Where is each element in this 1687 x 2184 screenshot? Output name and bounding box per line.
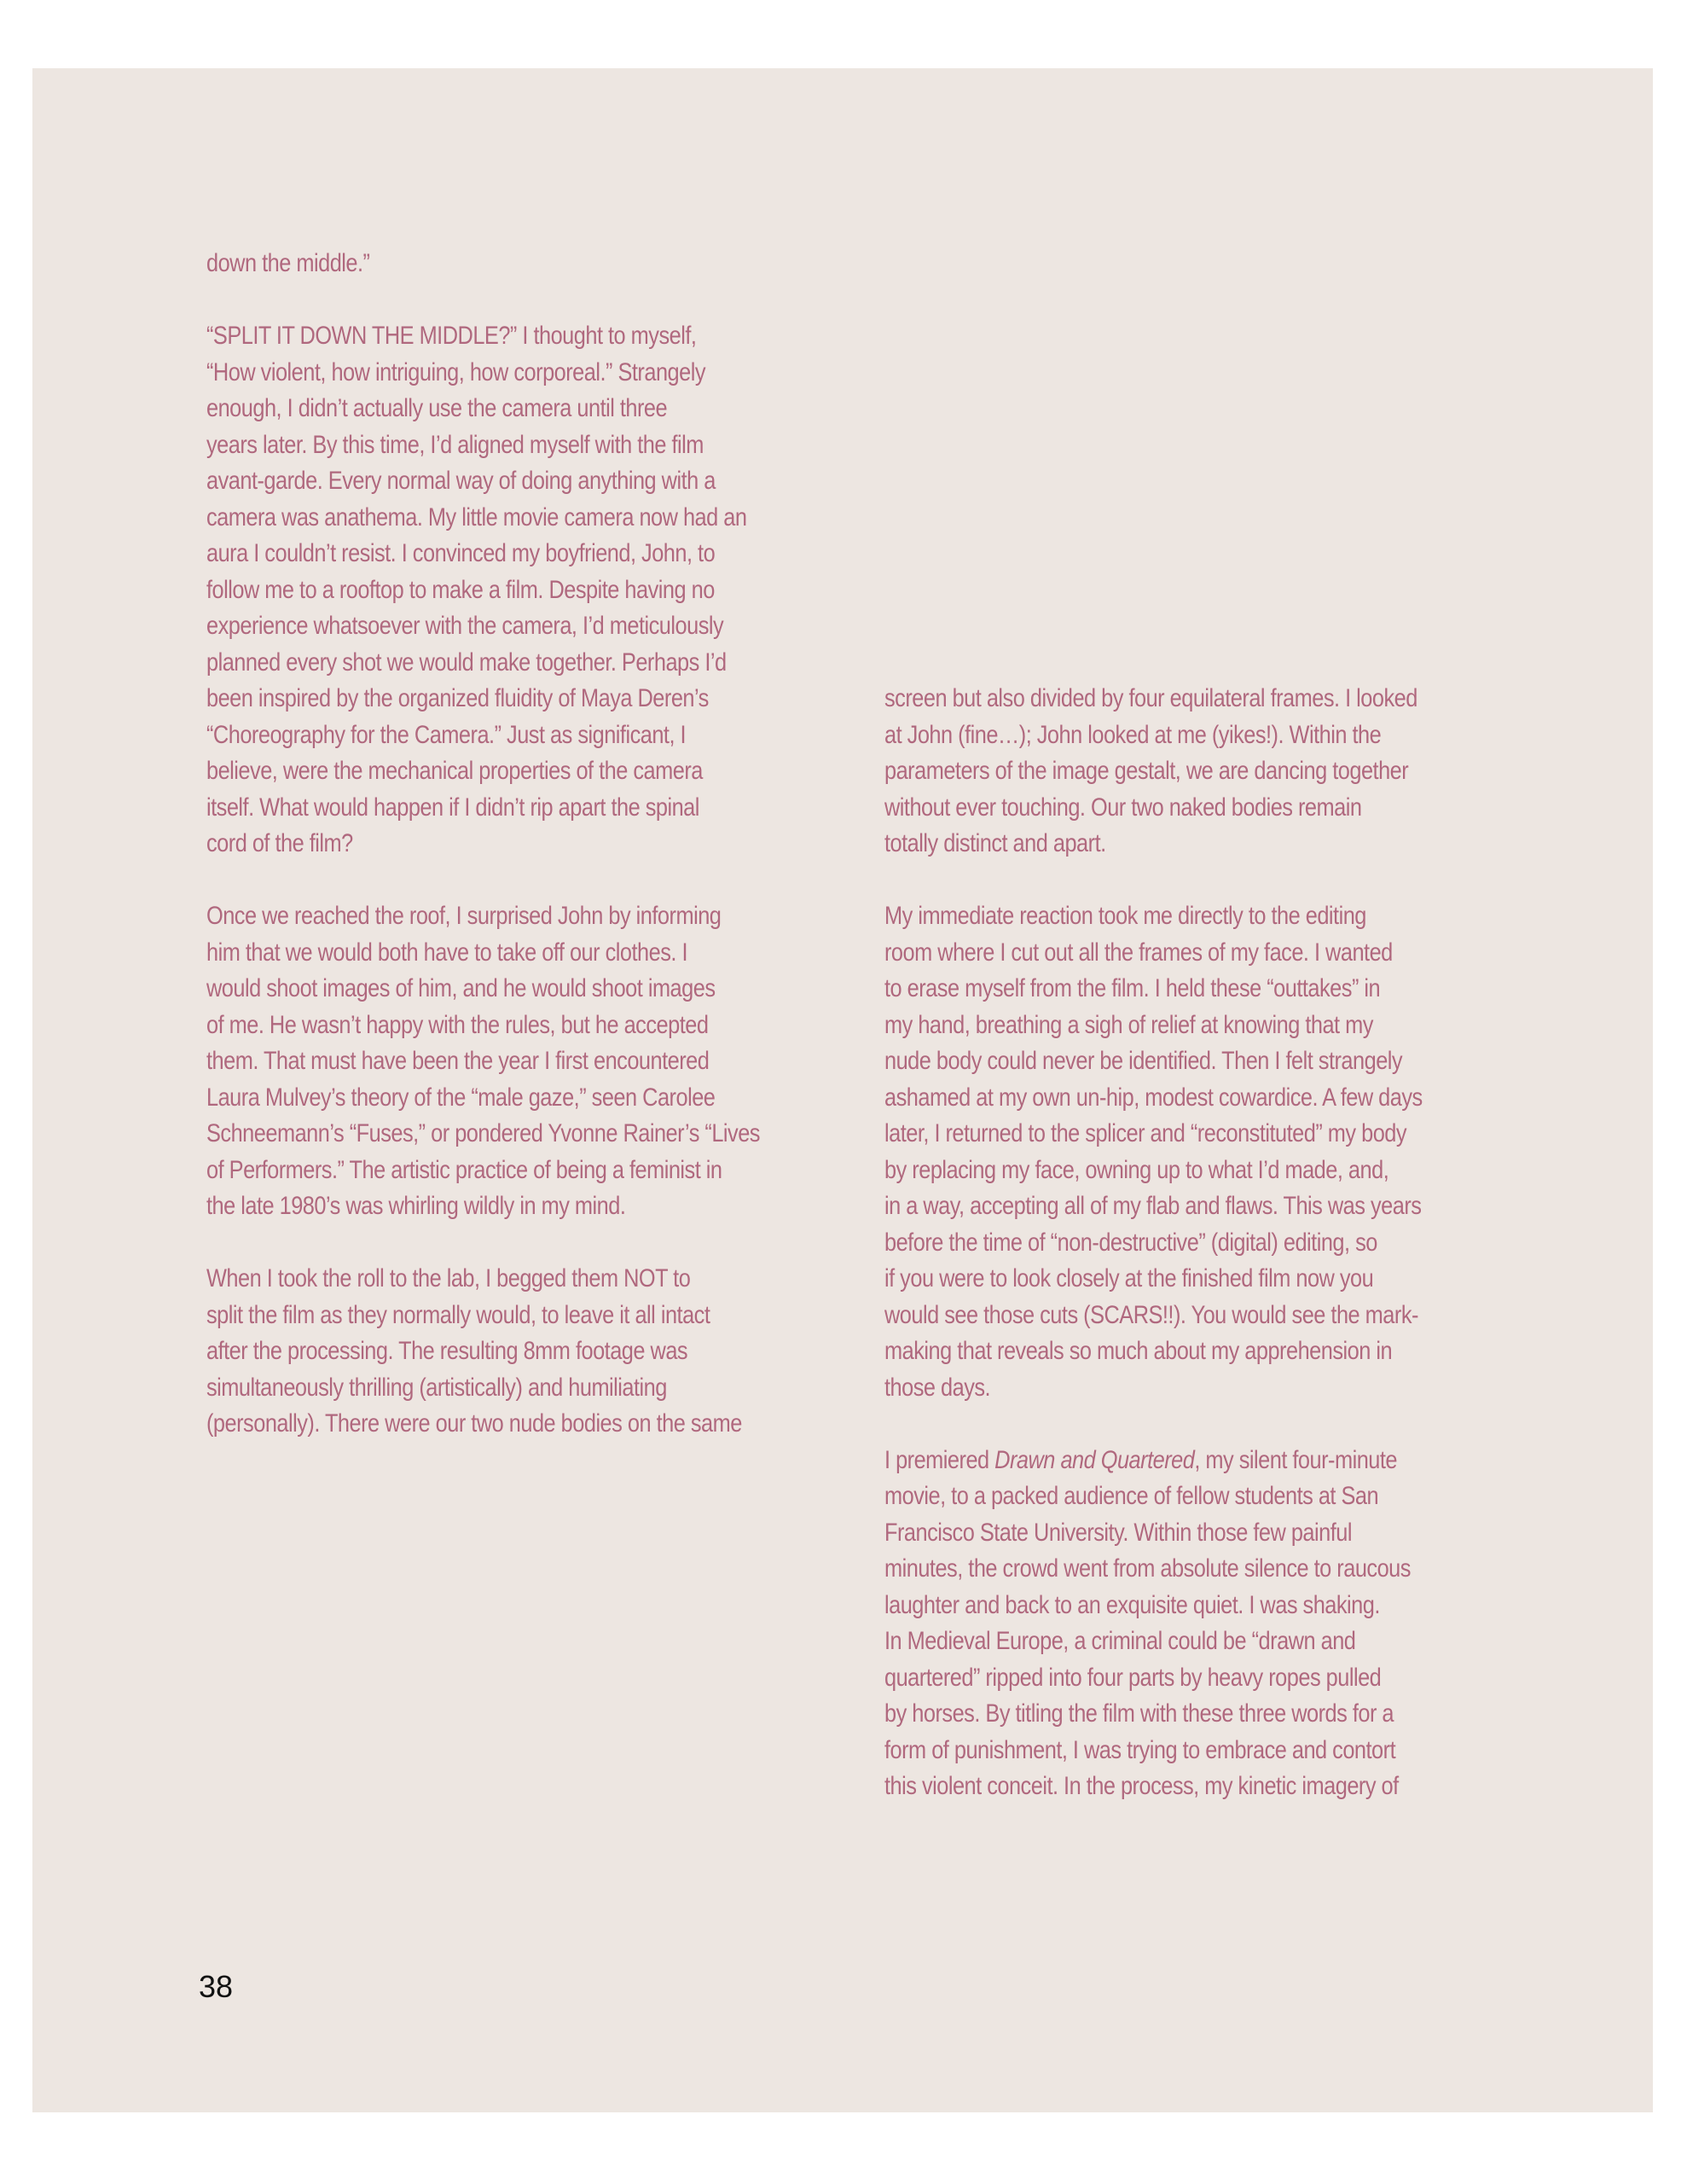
text-line: itself. What would happen if I didn’t rip apart the spinal [206,793,699,822]
paragraph [206,1261,822,1443]
text-line: (personally). There were our two nude bodies on the same [206,1409,742,1438]
text-line: planned every shot we would make together. Perhaps I’d [206,648,727,677]
text-line: my hand, breathing a sigh of relief at knowing that my [884,1010,1373,1039]
text-line: if you were to look closely at the finished film now you [884,1264,1374,1292]
text-line: by horses. By titling the film with these three words for a [884,1699,1394,1728]
text-line: this violent conceit. In the process, my kinetic imagery of [884,1772,1399,1800]
text-line: quartered” ripped into four parts by heavy ropes pulled [884,1663,1382,1692]
left-text-column [206,246,822,1478]
text-line: of me. He wasn’t happy with the rules, but he accepted [206,1010,709,1039]
text-line: years later. By this time, I’d aligned myself with the film [206,430,704,459]
text-line: ashamed at my own un-hip, modest cowardice. A few days [884,1083,1423,1112]
text-line: screen but also divided by four equilateral frames. I looked [884,684,1417,712]
text-line: In Medieval Europe, a criminal could be “drawn and [884,1627,1356,1655]
text-line: enough, I didn’t actually use the camera until three [206,394,668,422]
text-line: down the middle.” [206,249,370,277]
text-line: laughter and back to an exquisite quiet. I was shaking. [884,1590,1380,1619]
text-line: to erase myself from the film. I held these “outtakes” in [884,974,1381,1002]
paragraph [206,898,822,1225]
text-line: believe, were the mechanical properties of the camera [206,757,703,785]
text-line: at John (fine…); John looked at me (yikes!). Within the [884,720,1382,749]
text-line: them. That must have been the year I first encountered [206,1047,710,1075]
paragraph [884,898,1516,1406]
text-line: camera was anathema. My little movie camera now had an [206,502,747,531]
text-line: aura I couldn’t resist. I convinced my boyfriend, John, to [206,539,716,567]
text-run: , my silent four-minute [1194,1445,1398,1474]
document-page [32,68,1653,2112]
text-line: those days. [884,1373,991,1402]
text-line: avant-garde. Every normal way of doing anything with a [206,467,716,495]
text-line: of Performers.” The artistic practice of being a feminist in [206,1155,722,1184]
text-line: Once we reached the roof, I surprised John by informing [206,902,722,930]
text-line: without ever touching. Our two naked bodies remain [884,793,1362,822]
text-line: cord of the film? [206,829,353,857]
text-line: totally distinct and apart. [884,829,1106,857]
right-text-column [884,681,1516,1841]
text-line: before the time of “non-destructive” (digital) editing, so [884,1228,1377,1257]
text-line: experience whatsoever with the camera, I’d meticulously [206,612,724,640]
text-line: My immediate reaction took me directly to the editing [884,902,1366,930]
text-run: I premiered [884,1445,995,1474]
text-line: Schneemann’s “Fuses,” or pondered Yvonne Rainer’s “Lives [206,1119,760,1147]
text-line: “How violent, how intriguing, how corporeal.” Strangely [206,357,706,386]
paragraph [206,318,822,863]
text-line [884,1443,1516,1479]
text-line: Laura Mulvey’s theory of the “male gaze,” seen Carolee [206,1083,716,1112]
text-line: by replacing my face, owning up to what I’d made, and, [884,1155,1389,1184]
text-line: simultaneously thrilling (artistically) and humiliating [206,1373,667,1402]
text-line: would see those cuts (SCARS!!). You would see the mark- [884,1300,1418,1329]
text-line: making that reveals so much about my apprehension in [884,1337,1393,1365]
paragraph [884,681,1516,863]
text-line: been inspired by the organized fluidity of Maya Deren’s [206,684,709,712]
text-line: split the film as they normally would, to leave it all intact [206,1300,710,1329]
paragraph [884,1443,1516,1805]
text-line: “Choreography for the Camera.” Just as significant, I [206,720,687,749]
text-line: the late 1980’s was whirling wildly in my mind. [206,1192,626,1220]
text-line: later, I returned to the splicer and “reconstituted” my body [884,1119,1407,1147]
text-line: “SPLIT IT DOWN THE MIDDLE?” I thought to myself, [206,322,697,350]
text-line: nude body could never be identified. Then I felt strangely [884,1047,1403,1075]
film-title: Drawn and Quartered [994,1445,1195,1474]
text-line: When I took the roll to the lab, I begged them NOT to [206,1264,691,1292]
text-line: room where I cut out all the frames of my face. I wanted [884,938,1393,967]
text-line: Francisco State University. Within those few painful [884,1518,1352,1547]
text-line: in a way, accepting all of my flab and flaws. This was years [884,1192,1422,1220]
text-line: movie, to a packed audience of fellow students at San [884,1482,1379,1510]
page-number: 38 [199,1969,234,2004]
text-line: after the processing. The resulting 8mm footage was [206,1337,688,1365]
text-line: parameters of the image gestalt, we are dancing together [884,757,1409,785]
text-line: follow me to a rooftop to make a film. Despite having no [206,575,715,604]
text-line: would shoot images of him, and he would shoot images [206,974,716,1002]
text-line: minutes, the crowd went from absolute silence to raucous [884,1554,1411,1583]
text-line: him that we would both have to take off our clothes. I [206,938,687,967]
paragraph [206,246,822,282]
text-line: form of punishment, I was trying to embrace and contort [884,1735,1396,1764]
